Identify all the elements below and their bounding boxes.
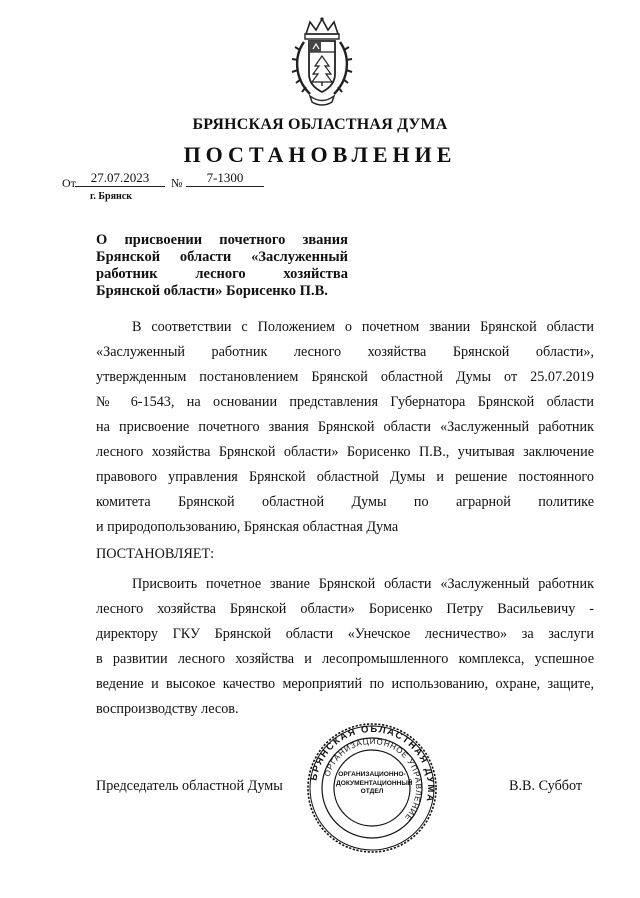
paragraph-line: в развитии лесного хозяйства и лесопромышленного комплекса, успешное xyxy=(96,651,594,667)
document-type: ПОСТАНОВЛЕНИЕ xyxy=(183,142,457,167)
subject-line: О присвоении почетного звания xyxy=(96,232,348,248)
decision-paragraph xyxy=(96,572,594,722)
paragraph-line: лесного хозяйства Брянской области» Борисенко Петру Васильевичу - xyxy=(96,601,594,617)
paragraph-line: на присвоение почетного звания Брянской области «Заслуженный работник xyxy=(96,419,594,435)
signatory-title: Председатель областной Думы xyxy=(96,778,283,794)
subject-line: Брянской области «Заслуженный xyxy=(96,249,348,265)
paragraph-line: правового управления Брянской областной Думы и решение постоянного xyxy=(96,469,594,485)
paragraph-line: лесного хозяйства Брянской области» Борисенко П.В., учитывая заключение xyxy=(96,444,594,460)
resolves-heading: ПОСТАНОВЛЯЕТ: xyxy=(96,546,215,562)
paragraph-line: комитета Брянской областной Думы по аграрной политике xyxy=(96,494,594,510)
stamp-outer-text: БРЯНСКАЯ ОБЛАСТНАЯ ДУМА xyxy=(308,723,437,804)
subject-line: работник лесного хозяйства xyxy=(96,266,348,282)
paragraph-line: № 6-1543, на основании представления Губернатора Брянской области xyxy=(96,394,594,410)
stamp-inner-text: ОРГАНИЗАЦИОННОЕ УПРАВЛЕНИЕ xyxy=(322,736,424,823)
date-value: 27.07.2023 xyxy=(75,170,165,187)
preamble-paragraph xyxy=(96,315,594,540)
paragraph-line: воспроизводству лесов. xyxy=(96,701,239,717)
paragraph-line: Присвоить почетное звание Брянской области «Заслуженный работник xyxy=(132,576,594,592)
number-value: 7-1300 xyxy=(186,170,264,187)
subject-line: Брянской области» Борисенко П.В. xyxy=(96,283,328,299)
paragraph-line: ведение и высокое качество мероприятий по использованию, охране, защите, xyxy=(96,676,594,692)
city-label: г. Брянск xyxy=(90,191,132,202)
signatory-name: В.В. Суббот xyxy=(509,778,583,794)
paragraph-line: и природопользованию, Брянская областная Дума xyxy=(96,519,399,535)
paragraph-line: утвержденным постановлением Брянской областной Думы от 25.07.2019 xyxy=(96,369,594,385)
coat-of-arms-icon xyxy=(290,16,354,108)
paragraph-line: «Заслуженный работник лесного хозяйства Брянской области», xyxy=(96,344,594,360)
org-name: БРЯНСКАЯ ОБЛАСТНАЯ ДУМА xyxy=(192,116,448,133)
paragraph-line: В соответствии с Положением о почетном звании Брянской области xyxy=(132,319,594,335)
date-label: От xyxy=(62,176,76,190)
number-label: № xyxy=(171,176,183,190)
paragraph-line: директору ГКУ Брянской области «Унечское лесничество» за заслуги xyxy=(96,626,594,642)
stamp-center-text: ОРГАНИЗАЦИОННО- ДОКУМЕНТАЦИОННЫЙ ОТДЕЛ xyxy=(336,771,413,796)
document-subject xyxy=(96,232,348,300)
